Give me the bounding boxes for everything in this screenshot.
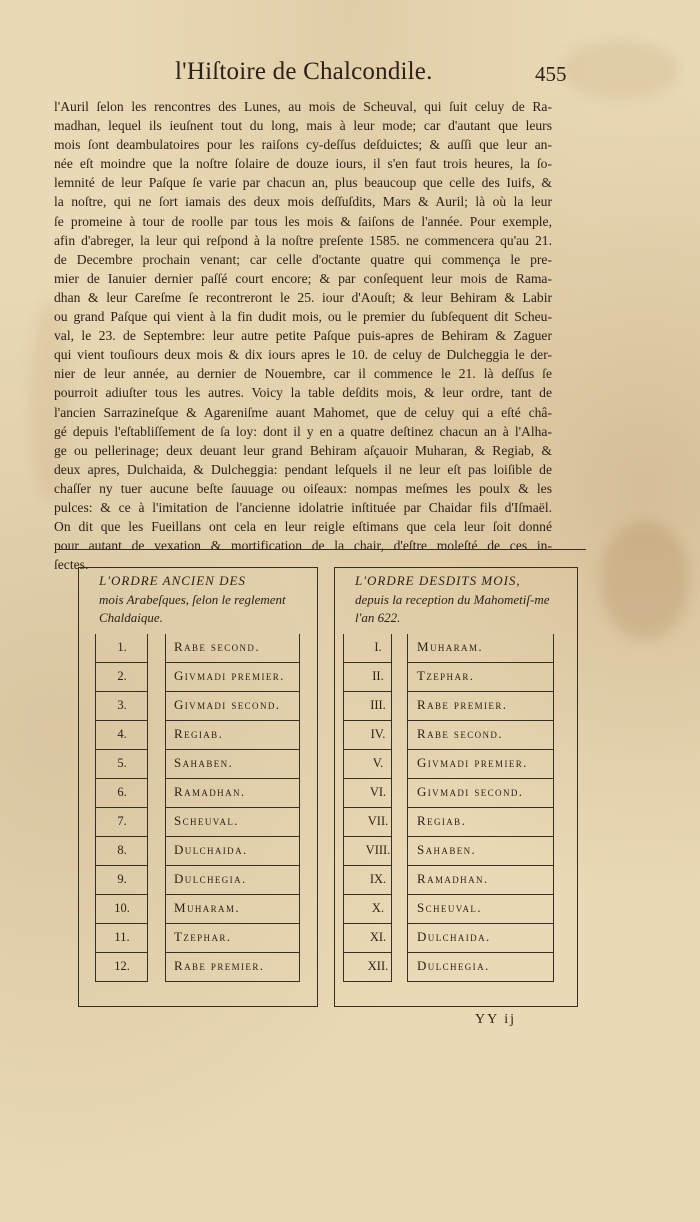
body-paragraph: [54, 97, 552, 574]
table-heading-rest: depuis la reception du Mahometiſ-me l'an 622.: [355, 591, 550, 625]
text-line: qui vient touſiours deux mois & dix iours apres le 10. de celuy de Dulcheggia le der-: [54, 347, 552, 363]
month-name: Dulchegia.: [174, 871, 247, 886]
month-name: Rabe premier.: [417, 697, 508, 712]
row-rule: [407, 981, 553, 982]
table-heading-rest: mois Arabeſques, ſelon le reglement Chaldaique.: [99, 591, 286, 625]
month-name: Scheuval.: [417, 900, 482, 915]
table-row: [335, 953, 577, 982]
table-row: [335, 721, 577, 750]
text-line: mois ſont deambulatoires pour les raiſons cy-deſſus deſduictes; & auſſi que leur an-: [54, 137, 552, 153]
table-row: [79, 808, 317, 837]
month-name: Muharam.: [417, 639, 484, 654]
month-name: Givmadi ſecond.: [174, 697, 281, 712]
month-name: Muharam.: [174, 900, 241, 915]
table-row: [335, 808, 577, 837]
table-row: [79, 750, 317, 779]
table-row: [335, 924, 577, 953]
month-number: 4.: [117, 727, 127, 741]
table-row: [79, 953, 317, 982]
signature-mark: YY ij: [475, 1012, 516, 1027]
table-row: [335, 634, 577, 663]
month-number: 10.: [114, 901, 130, 915]
paper-stain: [600, 520, 690, 640]
text-line: On dit que les Fueillans ont cela en leur reigle eſtimans que cela leur ſoit donné: [54, 519, 552, 535]
text-line: dhan & leur Careſme ſe recontreront le 25. iour d'Aouſt; & leur Behiram & Labir: [54, 289, 552, 305]
month-number: IV.: [370, 727, 386, 741]
text-line: deux apres, Dulchaida, & Dulcheggia: pendant leſquels il ne leur eſt pas loiſible de: [54, 461, 552, 477]
text-line: chaſſer ny tuer aucune beſte ſauuage ou oiſeaux: nompas meſmes les poulx & les: [54, 480, 552, 496]
mahometan-order-table: [334, 567, 578, 1007]
row-rule: [165, 981, 299, 982]
row-rule: [95, 981, 147, 982]
text-line: pourroit adiuſter tous les autres. Voicy la table deſdits mois, & leur ordre, tant de: [54, 385, 552, 401]
table-row: [335, 692, 577, 721]
month-name: Rabe premier.: [174, 958, 265, 973]
month-number: XI.: [369, 930, 387, 944]
text-line: l'ancien Sarrazineſque & Agareniſme auant Mahomet, que de celuy qui a eſté châ-: [54, 404, 552, 420]
month-number: 3.: [117, 698, 127, 712]
text-line: ſe promeine à tour de roolle par tous les mois & ſaiſons de l'année. Pour exemple,: [54, 213, 552, 229]
table-row: [79, 837, 317, 866]
table-row: [79, 663, 317, 692]
month-name: Dulchegia.: [417, 958, 490, 973]
table-heading: [355, 572, 565, 628]
ancient-order-table: [78, 567, 318, 1007]
running-title: l'Hiſtoire de Chalcondile.: [175, 58, 433, 85]
month-number: 8.: [117, 843, 127, 857]
month-number: 9.: [117, 872, 127, 886]
table-row: [79, 895, 317, 924]
month-number: 6.: [117, 785, 127, 799]
text-line: madhan, lequel ils ieuſnent tout du long, mais à leur mode; car d'autant que leurs: [54, 118, 552, 134]
text-line: de Decembre prochain venant; car celle d'octante quatre qui commença le pre-: [54, 251, 552, 267]
month-number: 5.: [117, 756, 127, 770]
month-number: 11.: [114, 930, 130, 944]
table-row: [335, 663, 577, 692]
month-number: 2.: [117, 669, 127, 683]
table-row: [335, 895, 577, 924]
table-row: [335, 779, 577, 808]
month-number: 12.: [114, 959, 130, 973]
text-line: mier de Ianuier dernier paſſé court encore; & par conſequent leur mois de Rama-: [54, 270, 552, 286]
month-number: IX.: [369, 872, 387, 886]
text-line: gé depuis l'eſtabliſſement de ſa loy: dont il y en a quatre deſtinez chacun an à l'Alha-: [54, 423, 552, 439]
month-number: V.: [372, 756, 384, 770]
page-number: 455: [535, 62, 567, 86]
table-heading-caps: L'ORDRE DESDITS MOIS,: [355, 573, 521, 588]
text-line: nier de leur année, au dernier de Nouembre, car il commence le 21. là deſſus ſe: [54, 366, 552, 382]
month-name: Ramadhan.: [417, 871, 489, 886]
row-rule: [343, 981, 391, 982]
table-heading-caps: L'ORDRE ANCIEN DES: [99, 573, 246, 588]
month-name: Rabe ſecond.: [417, 726, 503, 741]
month-number: II.: [372, 669, 384, 683]
text-line: pulces: & ce à l'imitation de l'ancienne idolatrie inſtituée par Chaidar fils d'Iſmaël.: [54, 499, 552, 515]
text-line: ſectes.: [54, 557, 89, 573]
month-name: Givmadi premier.: [417, 755, 528, 770]
month-name: Dulchaida.: [417, 929, 491, 944]
text-line: pour autant de vexation & mortification de la chair, d'eſtre moleſté de ces in-: [54, 538, 552, 554]
month-name: Givmadi premier.: [174, 668, 285, 683]
month-name: Dulchaida.: [174, 842, 248, 857]
text-line: ou grand Paſque qui vient à la fin dudit mois, ou le premier du ſubſequent dit Scheu-: [54, 309, 552, 325]
month-name: Regiab.: [174, 726, 224, 741]
month-number: X.: [371, 901, 385, 915]
table-row: [79, 924, 317, 953]
table-row: [79, 779, 317, 808]
table-row: [335, 750, 577, 779]
table-row: [79, 692, 317, 721]
text-line: l'Auril ſelon les rencontres des Lunes, au mois de Scheuval, qui ſuit celuy de Ra-: [54, 99, 552, 114]
month-name: Sahaben.: [174, 755, 234, 770]
month-name: Givmadi ſecond.: [417, 784, 524, 799]
month-name: Rabe ſecond.: [174, 639, 260, 654]
month-name: Scheuval.: [174, 813, 239, 828]
table-row: [79, 634, 317, 663]
month-name: Sahaben.: [417, 842, 477, 857]
month-name: Ramadhan.: [174, 784, 246, 799]
text-line: lemnité de leur Paſque ſe varie par chacun an, plus beaucoup que celle des Iuifs, &: [54, 175, 552, 191]
month-number: VII.: [367, 814, 389, 828]
month-number: 7.: [117, 814, 127, 828]
month-name: Tzephar.: [174, 929, 232, 944]
month-number: I.: [374, 640, 382, 654]
table-row: [335, 866, 577, 895]
table-heading: [99, 572, 309, 628]
month-number: VI.: [369, 785, 387, 799]
horizontal-rule: [57, 549, 586, 550]
month-number: XII.: [367, 959, 389, 973]
month-number: III.: [370, 698, 386, 712]
page-header: [0, 58, 700, 94]
month-name: Regiab.: [417, 813, 467, 828]
table-row: [79, 866, 317, 895]
text-line: val, le 23. de Septembre: leur autre petite Paſque puis-apres de Behiram & Zaguer: [54, 328, 552, 344]
table-row: [79, 721, 317, 750]
text-line: née eſt moindre que la noſtre ſolaire de douze iours, il s'en faut trois heures, la ſo-: [54, 156, 552, 172]
text-line: afin d'abreger, la leur qui reſpond à la noſtre preſente 1585. ne commencera qu'au 21.: [54, 232, 552, 248]
month-number: VIII.: [365, 843, 391, 857]
month-name: Tzephar.: [417, 668, 475, 683]
text-line: la noſtre, qui ne ſort iamais des deux mois deſſuſdits, Mars & Auril; là où la leur: [54, 194, 552, 210]
table-row: [335, 837, 577, 866]
text-line: ge ou pellerinage; deux deuant leur grand Behiram aſçauoir Muharan, & Regiab, &: [54, 442, 552, 458]
month-number: 1.: [117, 640, 127, 654]
